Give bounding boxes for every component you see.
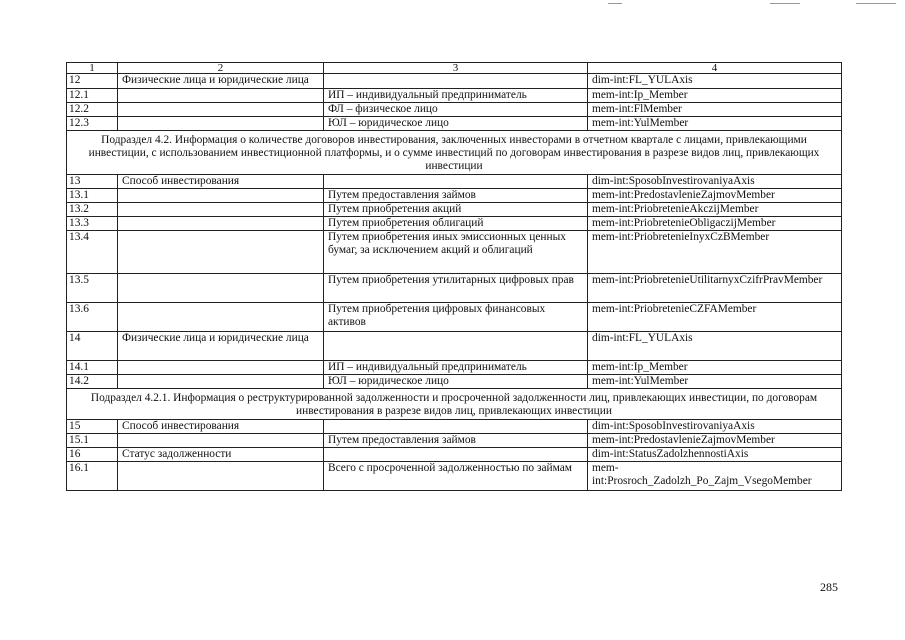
row-member-label-cell xyxy=(324,332,588,361)
row-code-cell: 12.1 xyxy=(67,89,118,103)
row-member-label-cell: Путем приобретения утилитарных цифровых прав xyxy=(324,274,588,303)
table-row xyxy=(67,103,842,117)
row-label-cell xyxy=(118,375,324,389)
table-row xyxy=(67,462,842,491)
subsection-heading-row xyxy=(67,389,842,420)
row-label-cell xyxy=(118,217,324,231)
row-member-label-cell: Путем приобретения облигаций xyxy=(324,217,588,231)
table-row xyxy=(67,175,842,189)
row-label-cell: Физические лица и юридические лица xyxy=(118,332,324,361)
table-row xyxy=(67,332,842,361)
row-member-label-cell: Путем предоставления займов xyxy=(324,434,588,448)
table-row xyxy=(67,89,842,103)
row-code-cell: 12.3 xyxy=(67,117,118,131)
row-label-cell xyxy=(118,462,324,491)
scan-mark xyxy=(770,3,800,4)
row-code-cell: 16.1 xyxy=(67,462,118,491)
table-row xyxy=(67,217,842,231)
row-label-cell xyxy=(118,117,324,131)
row-code-cell: 13.1 xyxy=(67,189,118,203)
row-code-cell: 13.4 xyxy=(67,231,118,274)
row-xbrl-element-cell: mem-int:FlMember xyxy=(588,103,842,117)
table-row xyxy=(67,189,842,203)
row-label-cell xyxy=(118,203,324,217)
header-cell: 3 xyxy=(324,63,588,74)
subsection-heading-row xyxy=(67,131,842,175)
row-member-label-cell: Всего с просроченной задолженностью по займам xyxy=(324,462,588,491)
row-xbrl-element-cell: mem-int:PriobretenieAkczijMember xyxy=(588,203,842,217)
row-xbrl-element-cell: mem-int:PredostavlenieZajmovMember xyxy=(588,189,842,203)
row-code-cell: 14 xyxy=(67,332,118,361)
row-code-cell: 13.6 xyxy=(67,303,118,332)
row-code-cell: 12 xyxy=(67,74,118,89)
table-row xyxy=(67,375,842,389)
row-label-cell xyxy=(118,189,324,203)
table-row xyxy=(67,434,842,448)
table-row xyxy=(67,231,842,274)
row-xbrl-element-cell: mem-int:PriobretenieUtilitarnyxCzifrPravMember xyxy=(588,274,842,303)
row-xbrl-element-cell: mem-int:PriobretenieCZFAMember xyxy=(588,303,842,332)
row-label-cell xyxy=(118,303,324,332)
row-label-cell xyxy=(118,231,324,274)
row-code-cell: 15 xyxy=(67,420,118,434)
table-row xyxy=(67,203,842,217)
row-member-label-cell xyxy=(324,175,588,189)
page-number: 285 xyxy=(820,580,838,594)
row-label-cell xyxy=(118,103,324,117)
row-code-cell: 13.5 xyxy=(67,274,118,303)
table-row xyxy=(67,303,842,332)
row-label-cell: Статус задолженности xyxy=(118,448,324,462)
scan-mark xyxy=(856,3,896,4)
row-member-label-cell: ЮЛ – юридическое лицо xyxy=(324,117,588,131)
row-label-cell xyxy=(118,361,324,375)
row-xbrl-element-cell: mem-int:PriobretenieObligaczijMember xyxy=(588,217,842,231)
row-label-cell: Способ инвестирования xyxy=(118,175,324,189)
row-label-cell xyxy=(118,274,324,303)
row-xbrl-element-cell: dim-int:FL_YULAxis xyxy=(588,332,842,361)
header-cell: 4 xyxy=(588,63,842,74)
row-member-label-cell: Путем приобретения цифровых финансовых активов xyxy=(324,303,588,332)
row-code-cell: 15.1 xyxy=(67,434,118,448)
row-code-cell: 14.2 xyxy=(67,375,118,389)
row-member-label-cell: Путем приобретения акций xyxy=(324,203,588,217)
row-label-cell: Физические лица и юридические лица xyxy=(118,74,324,89)
header-cell: 2 xyxy=(118,63,324,74)
row-code-cell: 13.3 xyxy=(67,217,118,231)
row-member-label-cell: ФЛ – физическое лицо xyxy=(324,103,588,117)
row-xbrl-element-cell: dim-int:StatusZadolzhennostiAxis xyxy=(588,448,842,462)
row-member-label-cell xyxy=(324,420,588,434)
table-row xyxy=(67,420,842,434)
subsection-heading: Подраздел 4.2.1. Информация о реструктурированной задолженности и просроченной задолженности лиц, привлекающих инвестиции, по договорам инвестирования в разрезе видов лиц, привлекающих инвестиции xyxy=(67,389,842,420)
row-xbrl-element-cell: mem-int:YulMember xyxy=(588,117,842,131)
row-xbrl-element-cell: mem-int:PredostavlenieZajmovMember xyxy=(588,434,842,448)
row-xbrl-element-cell: mem-int:Ip_Member xyxy=(588,89,842,103)
row-member-label-cell: Путем предоставления займов xyxy=(324,189,588,203)
row-xbrl-element-cell: dim-int:SposobInvestirovaniyaAxis xyxy=(588,175,842,189)
subsection-heading: Подраздел 4.2. Информация о количестве договоров инвестирования, заключенных инвесторами в отчетном квартале с лицами, привлекающими инвестиции, с использованием инвестиционной платформы, и о сумме инвестиций по договорам инвестирования в разрезе видов лиц, привлекающих инвестиции xyxy=(67,131,842,175)
row-member-label-cell: ИП – индивидуальный предприниматель xyxy=(324,361,588,375)
row-label-cell xyxy=(118,434,324,448)
row-xbrl-element-cell: mem-int:YulMember xyxy=(588,375,842,389)
row-member-label-cell: Путем приобретения иных эмиссионных ценных бумаг, за исключением акций и облигаций xyxy=(324,231,588,274)
table-row xyxy=(67,448,842,462)
header-cell: 1 xyxy=(67,63,118,74)
row-label-cell xyxy=(118,89,324,103)
row-xbrl-element-cell: mem-int:Ip_Member xyxy=(588,361,842,375)
row-member-label-cell xyxy=(324,448,588,462)
row-label-cell: Способ инвестирования xyxy=(118,420,324,434)
scan-mark xyxy=(608,3,622,4)
row-code-cell: 13 xyxy=(67,175,118,189)
row-member-label-cell xyxy=(324,74,588,89)
table-header-row xyxy=(67,63,842,74)
row-xbrl-element-cell: mem-int:Prosroch_Zadolzh_Po_Zajm_VsegoMember xyxy=(588,462,842,491)
document-table xyxy=(66,62,842,491)
table-row xyxy=(67,117,842,131)
row-xbrl-element-cell: dim-int:FL_YULAxis xyxy=(588,74,842,89)
row-code-cell: 12.2 xyxy=(67,103,118,117)
row-xbrl-element-cell: dim-int:SposobInvestirovaniyaAxis xyxy=(588,420,842,434)
row-code-cell: 16 xyxy=(67,448,118,462)
row-member-label-cell: ЮЛ – юридическое лицо xyxy=(324,375,588,389)
row-xbrl-element-cell: mem-int:PriobretenieInyxCzBMember xyxy=(588,231,842,274)
row-code-cell: 13.2 xyxy=(67,203,118,217)
row-code-cell: 14.1 xyxy=(67,361,118,375)
table-row xyxy=(67,361,842,375)
table-row xyxy=(67,74,842,89)
table-row xyxy=(67,274,842,303)
row-member-label-cell: ИП – индивидуальный предприниматель xyxy=(324,89,588,103)
